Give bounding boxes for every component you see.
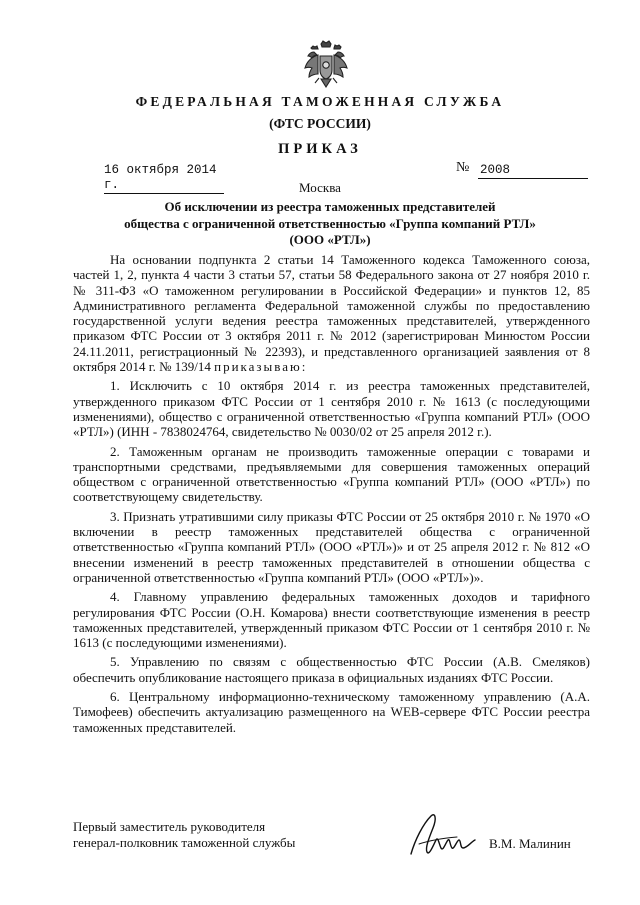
preamble-text: На основании подпункта 2 статьи 14 Таможенного кодекса Таможенного союза, частей 1, 2, пункта 4 части 3 статьи 57, статьи 58 Федерального закона от 27 ноября 2010 г. № 311-ФЗ «О таможенном регулировании в Российской Федерации» и пунктов 12, 85 Административного регламента Федеральной таможенной службы по предоставлению государственной услуги ведения реестра таможенных представителей, утвержденного приказом ФТС России от 3 октября 2011 г. № 2012 (зарегистрирован Минюстом России 24.11.2011, регистрационный № 22393), и представленного организацией заявления от 8 октября 2014 г. № 139/14: [73, 252, 590, 375]
preamble-keyword: приказываю:: [214, 359, 308, 375]
preamble-paragraph: [73, 252, 590, 374]
order-item-1: 1. Исключить с 10 октября 2014 г. из реестра таможенных представителей, утвержденного приказом ФТС России от 1 сентября 2010 г. № 1613 (с последующими изменениями), общество с ограниченной ответственностью «Группа компаний РТЛ» (ООО «РТЛ») (ИНН - 7838024764, свидетельство № 0030/02 от 25 апреля 2012 г.).: [73, 378, 590, 440]
order-item-3: 3. Признать утратившими силу приказы ФТС России от 25 октября 2010 г. № 1970 «О включении в реестр таможенных представителей общества с ограниченной ответственностью «Группа компаний РТЛ» (ООО «РТЛ»)» и от 25 апреля 2012 г. № 812 «О внесении изменений в реестр таможенных представителей в отношении общества с ограниченной ответственностью «Группа компаний РТЛ» (ООО «РТЛ»)».: [73, 508, 590, 585]
heading-line-1: Об исключении из реестра таможенных представителей: [164, 199, 496, 214]
document-type: ПРИКАЗ: [278, 141, 362, 157]
order-item-4: 4. Главному управлению федеральных таможенных доходов и тарифного регулирования ФТС России (О.Н. Комарова) внести соответствующие изменения в реестр таможенных представителей, утвержденный приказом ФТС России от 1 сентября 2010 г. № 1613 (с последующими изменениями).: [73, 589, 590, 651]
order-date: 16 октября 2014 г.: [104, 163, 224, 194]
city: Москва: [299, 180, 341, 195]
handwritten-signature-icon: [405, 810, 483, 865]
document-heading: [80, 199, 580, 249]
signatory-position-line-2: генерал-полковник таможенной службы: [73, 835, 296, 850]
order-item-5: 5. Управлению по связям с общественностью ФТС России (А.В. Смеляков) обеспечить опубликование настоящего приказа в официальных изданиях ФТС России.: [73, 654, 590, 685]
order-item-6: 6. Центральному информационно-техническому таможенному управлению (А.А. Тимофеев) обеспечить актуализацию размещенного на WEB-сервере ФТС России реестра таможенных представителей.: [73, 689, 590, 735]
heading-line-3: (ООО «РТЛ»): [289, 232, 371, 247]
agency-short-name: (ФТС РОССИИ): [269, 116, 371, 131]
signatory-position-line-1: Первый заместитель руководителя: [73, 819, 266, 834]
document-body: [73, 252, 590, 739]
heading-line-2: общества с ограниченной ответственностью «Группа компаний РТЛ»: [124, 215, 536, 231]
double-headed-eagle-icon: [303, 38, 349, 90]
order-item-2: 2. Таможенным органам не производить таможенные операции с товарами и транспортными средствами, предъявляемыми для совершения таможенных операций обществом с ограниченной ответственностью «Группа компаний РТЛ» (ООО «РТЛ») по соответствующему свидетельству.: [73, 443, 590, 505]
order-number-sign: №: [456, 160, 470, 175]
agency-name: ФЕДЕРАЛЬНАЯ ТАМОЖЕННАЯ СЛУЖБА: [135, 94, 505, 109]
signatory-position: [73, 819, 295, 851]
signatory-name: В.М. Малинин: [489, 836, 571, 851]
order-number: 2008: [478, 163, 588, 179]
